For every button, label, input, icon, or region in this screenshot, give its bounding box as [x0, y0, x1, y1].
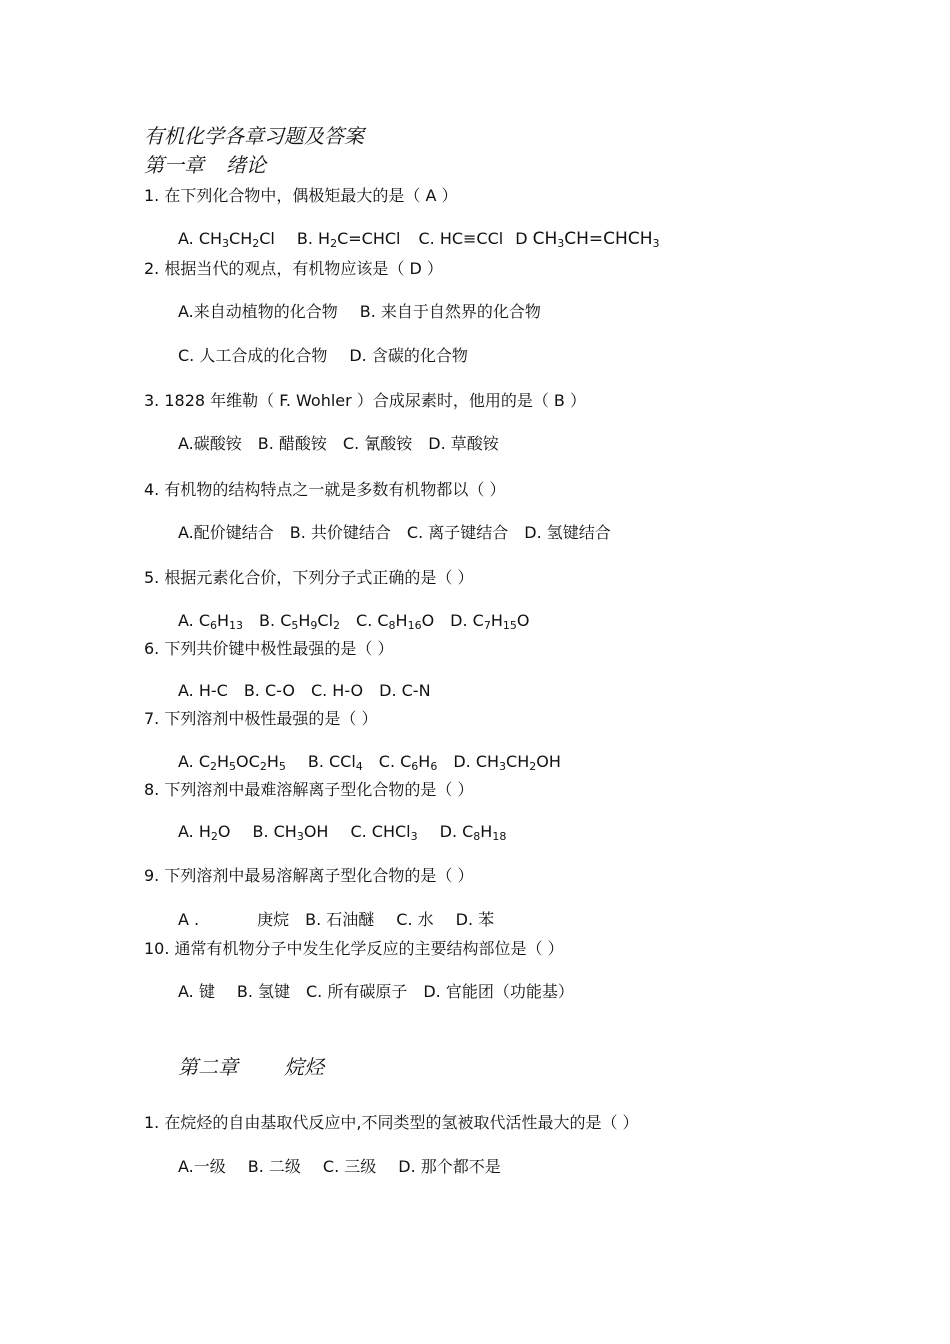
option-a: A. $H_2O$ — [178, 822, 231, 843]
question-5: 5. 根据元素化合价，下列分子式正确的是（ ） — [144, 568, 474, 587]
document-title: 有机化学各章习题及答案 — [144, 124, 364, 148]
chapter-1-number: 第一章 — [144, 153, 204, 177]
chapter-2-name: 烷烃 — [284, 1055, 324, 1079]
option-c: C. H-O — [310, 681, 364, 700]
option-d: D. $C_8H_{18}$ — [439, 822, 507, 843]
question-3-options — [178, 434, 499, 454]
option-a: A. $CH_3CH_2Cl$ — [178, 229, 275, 250]
option-b: B. 共价键结合 — [289, 523, 391, 542]
option-d: D. $CH_3CH_2OH$ — [453, 752, 561, 773]
chapter-2-question-1-options — [178, 1157, 501, 1177]
chapter-2-heading — [178, 1055, 324, 1079]
option-c: C. 水 — [396, 910, 434, 929]
option-b: B. 石油醚 — [305, 910, 375, 929]
option-d: D. 草酸铵 — [428, 434, 499, 453]
question-8-options — [178, 822, 506, 842]
question-7: 7. 下列溶剂中极性最强的是（ ） — [144, 709, 378, 728]
question-5-options — [178, 611, 529, 631]
option-b: B. CCl$_4$ — [307, 752, 363, 773]
option-a: A.配价键结合 — [178, 523, 274, 542]
option-d: D. 官能团（功能基） — [423, 982, 574, 1001]
option-b: B. 醋酸铵 — [257, 434, 327, 453]
question-6-options — [178, 681, 431, 701]
question-9: 9. 下列溶剂中最易溶解离子型化合物的是（ ） — [144, 866, 474, 885]
question-9-options — [178, 910, 494, 930]
option-d: D $CH_3CH=CHCH_3$ — [515, 229, 660, 250]
question-3: 3. 1828 年维勒（ F. Wohler ）合成尿素时，他用的是（ B ） — [144, 391, 586, 410]
option-b: B. $C_5H_9Cl_2$ — [259, 611, 341, 632]
chapter-2-question-1: 1. 在烷烃的自由基取代反应中,不同类型的氢被取代活性最大的是（ ） — [144, 1113, 639, 1132]
option-a: A . — [178, 910, 200, 929]
option-d: D. $C_7H_{15}O$ — [450, 611, 530, 632]
option-c: C. 所有碳原子 — [306, 982, 408, 1001]
option-c: C. $C_6H_6$ — [378, 752, 438, 773]
option-d: D. 氢键结合 — [524, 523, 611, 542]
option-a: A. 键 — [178, 982, 215, 1001]
question-2: 2. 根据当代的观点，有机物应该是（ D ） — [144, 259, 443, 278]
question-2-options-row2 — [178, 346, 468, 366]
question-1: 1. 在下列化合物中，偶极矩最大的是（ A ） — [144, 186, 458, 205]
option-b: B. 来自于自然界的化合物 — [359, 302, 541, 321]
option-a: A.来自动植物的化合物 — [178, 302, 338, 321]
question-10-options — [178, 982, 574, 1002]
option-c: C. CHCl$_3$ — [350, 822, 418, 843]
chapter-1-name: 绪论 — [226, 153, 266, 177]
question-7-options — [178, 752, 561, 772]
question-1-options — [178, 229, 660, 249]
question-4: 4. 有机物的结构特点之一就是多数有机物都以（ ） — [144, 480, 506, 499]
option-a-text: 庚烷 — [257, 910, 290, 929]
option-c: C. HC≡CCl — [418, 229, 504, 248]
option-c: C. $C_8H_{16}O$ — [356, 611, 435, 632]
chapter-2-number: 第二章 — [178, 1055, 238, 1079]
option-d: D. 苯 — [455, 910, 495, 929]
question-2-options-row1 — [178, 302, 541, 322]
option-c: C. 人工合成的化合物 — [178, 346, 328, 365]
option-d: D. 含碳的化合物 — [349, 346, 468, 365]
option-d: D. 那个都不是 — [398, 1157, 501, 1176]
question-6: 6. 下列共价键中极性最强的是（ ） — [144, 639, 394, 658]
option-b: B. $CH_3OH$ — [252, 822, 329, 843]
option-c: C. 氰酸铵 — [342, 434, 413, 453]
option-b: B. $H_2C=CHCl$ — [296, 229, 401, 250]
option-a: A. H-C — [178, 681, 228, 700]
option-a: A.一级 — [178, 1157, 226, 1176]
option-a: A. $C_6H_{13}$ — [178, 611, 244, 632]
option-b: B. C-O — [243, 681, 295, 700]
question-4-options — [178, 523, 611, 543]
question-8: 8. 下列溶剂中最难溶解离子型化合物的是（ ） — [144, 780, 474, 799]
option-c: C. 三级 — [322, 1157, 377, 1176]
option-d: D. C-N — [379, 681, 431, 700]
option-a: A. $C_2H_5OC_2H_5$ — [178, 752, 286, 773]
option-a: A.碳酸铵 — [178, 434, 242, 453]
option-b: B. 氢键 — [236, 982, 290, 1001]
option-b: B. 二级 — [247, 1157, 301, 1176]
chapter-1-heading — [144, 153, 266, 177]
question-10: 10. 通常有机物分子中发生化学反应的主要结构部位是（ ） — [144, 939, 564, 958]
option-c: C. 离子键结合 — [406, 523, 509, 542]
